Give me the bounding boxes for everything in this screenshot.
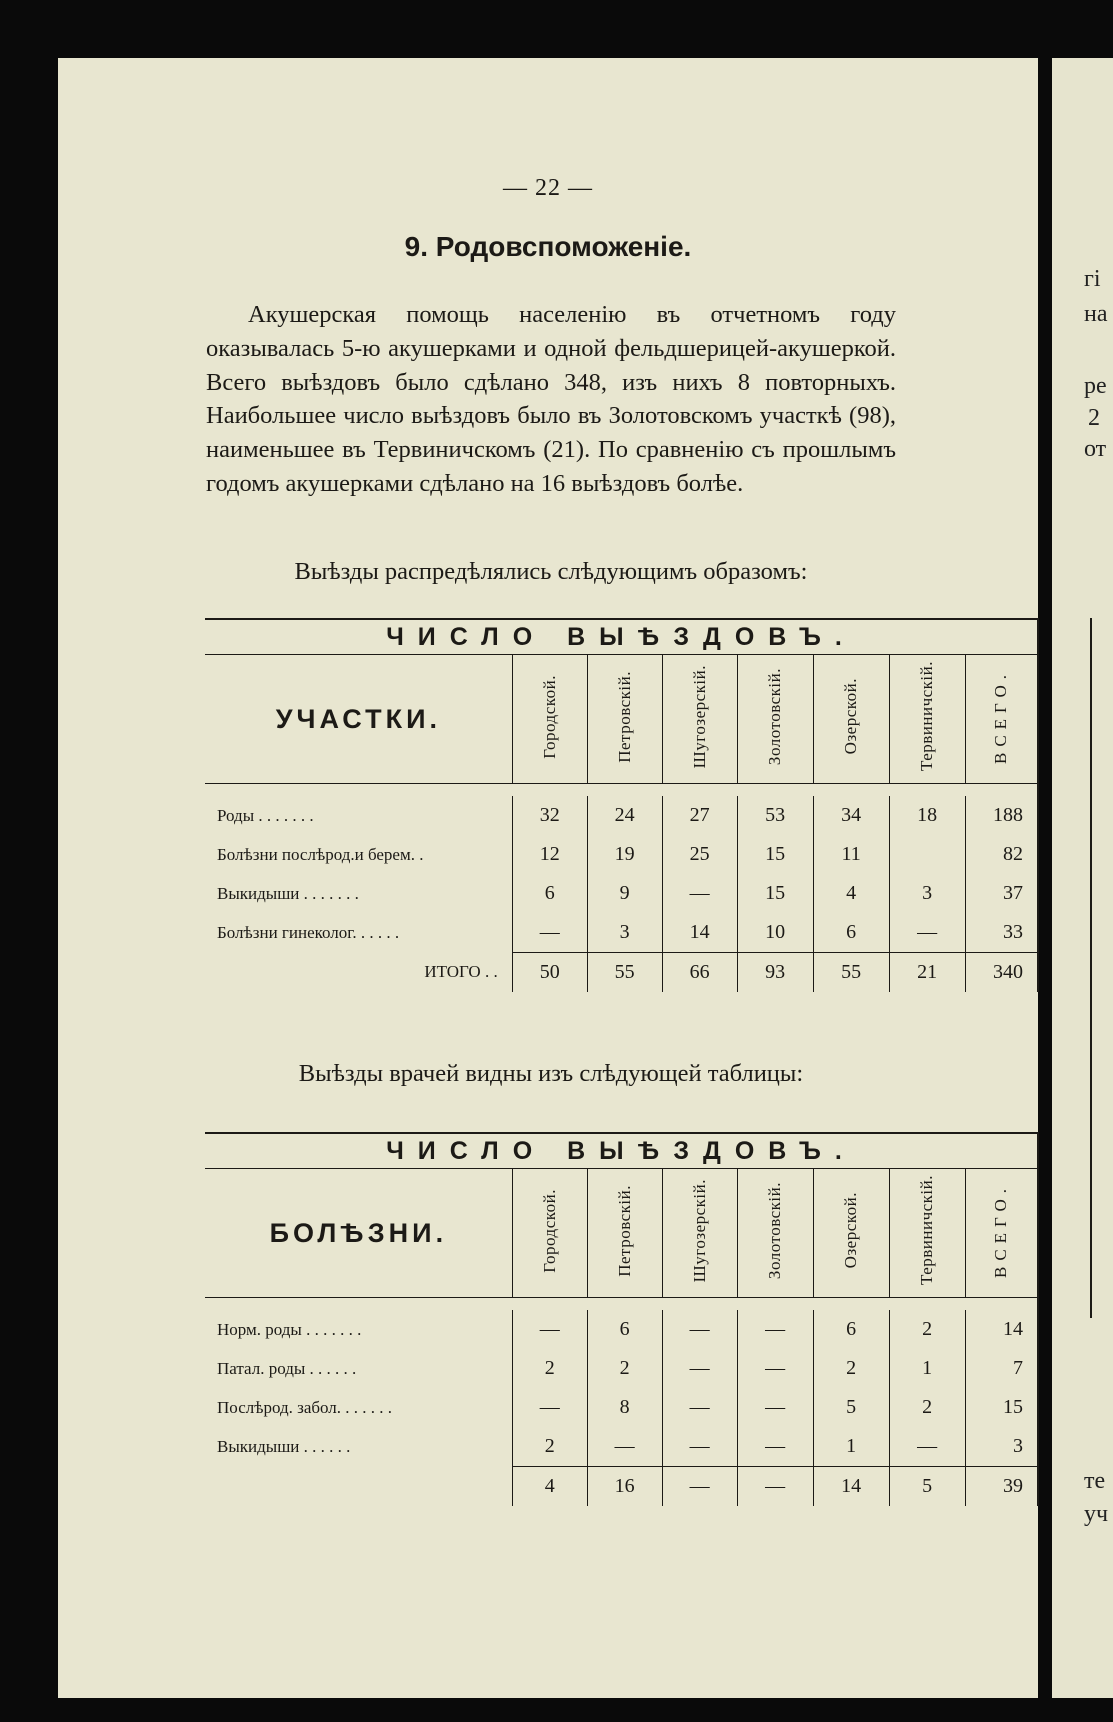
cell: — bbox=[889, 913, 965, 953]
cell: — bbox=[512, 913, 587, 953]
cell: 11 bbox=[813, 835, 889, 874]
cell: 5 bbox=[813, 1388, 889, 1427]
row-label: Патал. роды . . . . . . bbox=[217, 1358, 357, 1378]
cell: 6 bbox=[512, 874, 587, 913]
cell-total: 37 bbox=[965, 874, 1038, 913]
cell: — bbox=[662, 1467, 737, 1507]
cell: 8 bbox=[587, 1388, 662, 1427]
cell: 6 bbox=[813, 913, 889, 953]
cell: 34 bbox=[813, 796, 889, 835]
cell: 10 bbox=[737, 913, 813, 953]
cell: — bbox=[662, 874, 737, 913]
table1-intro: Выѣзды распредѣлялись слѣдующимъ образомъ: bbox=[294, 558, 808, 585]
table-row bbox=[205, 1388, 1038, 1427]
cell: — bbox=[662, 1388, 737, 1427]
cell: 2 bbox=[813, 1349, 889, 1388]
cell: 27 bbox=[662, 796, 737, 835]
adjacent-page-fragment: на bbox=[1084, 301, 1108, 327]
adjacent-table-rule bbox=[1090, 618, 1092, 1318]
cell: 25 bbox=[662, 835, 737, 874]
table-doctor-visits bbox=[205, 1132, 1039, 1506]
cell: 19 bbox=[587, 835, 662, 874]
cell-total: 7 bbox=[965, 1349, 1038, 1388]
table1-col-header: Тервиничскій. bbox=[889, 655, 965, 784]
cell: 6 bbox=[813, 1310, 889, 1349]
table2-intro: Выѣзды врачей видны изъ слѣдующей таблицы: bbox=[298, 1060, 804, 1087]
cell: 24 bbox=[587, 796, 662, 835]
cell: — bbox=[662, 1349, 737, 1388]
cell: 2 bbox=[889, 1310, 965, 1349]
adjacent-page-fragment: те bbox=[1084, 1468, 1106, 1494]
cell: 93 bbox=[737, 953, 813, 993]
adjacent-page-fragment: гі bbox=[1084, 266, 1101, 292]
table1-col-header: Городской. bbox=[512, 655, 587, 784]
cell: — bbox=[662, 1427, 737, 1467]
cell: 1 bbox=[813, 1427, 889, 1467]
table-row-total bbox=[205, 953, 1038, 993]
cell: 3 bbox=[587, 913, 662, 953]
row-label: Норм. роды . . . . . . . bbox=[217, 1319, 362, 1339]
row-label bbox=[205, 1467, 512, 1507]
cell: 15 bbox=[737, 835, 813, 874]
table-row bbox=[205, 1310, 1038, 1349]
cell: 50 bbox=[512, 953, 587, 993]
table-row bbox=[205, 1427, 1038, 1467]
cell: 9 bbox=[587, 874, 662, 913]
cell: 18 bbox=[889, 796, 965, 835]
cell: 14 bbox=[662, 913, 737, 953]
body-paragraph: Акушерская помощь населенію въ отчетномъ году оказывалась 5-ю акушерками и одной фельдшерицей-акушеркой. Всего выѣздовъ было сдѣлано 348, изъ нихъ 8 повторныхъ. Наибольшее число выѣздовъ было въ Золотовскомъ участкѣ (98), наименьшее въ Тервиничскомъ (21). По сравненію съ прошлымъ годомъ акушерками сдѣлано на 16 выѣздовъ болѣе. bbox=[206, 301, 896, 497]
table2-title: ЧИСЛО ВЫѢЗДОВЪ. bbox=[205, 1133, 1038, 1169]
table2-col-header: Петровскій. bbox=[587, 1169, 662, 1298]
table-row-total bbox=[205, 1467, 1038, 1507]
cell: 2 bbox=[587, 1349, 662, 1388]
cell: 66 bbox=[662, 953, 737, 993]
cell: 53 bbox=[737, 796, 813, 835]
table1-col-header-total: ВСЕГО. bbox=[965, 655, 1038, 784]
cell-total: 14 bbox=[965, 1310, 1038, 1349]
row-label: Болѣзни гинеколог. . . . . . bbox=[217, 922, 400, 942]
table1-title: ЧИСЛО ВЫѢЗДОВЪ. bbox=[205, 619, 1038, 655]
cell: 3 bbox=[889, 874, 965, 913]
cell: — bbox=[512, 1388, 587, 1427]
row-label: ИТОГО . . bbox=[424, 962, 498, 982]
row-label: Выкидыши . . . . . . . bbox=[217, 883, 359, 903]
table-row bbox=[205, 796, 1038, 835]
book-page bbox=[58, 58, 1038, 1698]
cell-total: 15 bbox=[965, 1388, 1038, 1427]
table-row bbox=[205, 913, 1038, 953]
table-row bbox=[205, 1349, 1038, 1388]
table1-col-header: Шугозерскій. bbox=[662, 655, 737, 784]
cell: 6 bbox=[587, 1310, 662, 1349]
row-label: Роды . . . . . . . bbox=[217, 805, 314, 825]
adjacent-page-fragment: уч bbox=[1084, 1501, 1109, 1527]
cell-total: 340 bbox=[965, 953, 1038, 993]
cell: — bbox=[737, 1349, 813, 1388]
cell: 2 bbox=[512, 1427, 587, 1467]
table2-col-header: Шугозерскій. bbox=[662, 1169, 737, 1298]
cell: — bbox=[737, 1427, 813, 1467]
adjacent-page-fragment: 2 bbox=[1088, 405, 1100, 431]
row-label: Болѣзни послѣрод.и берем. . bbox=[217, 844, 424, 864]
adjacent-page-fragment: от bbox=[1084, 436, 1107, 462]
table1-col-header: Золотовскій. bbox=[737, 655, 813, 784]
table1-col-header: Петровскій. bbox=[587, 655, 662, 784]
row-label: Послѣрод. забол. . . . . . . bbox=[217, 1397, 393, 1417]
table2-col-header-total: ВСЕГО. bbox=[965, 1169, 1038, 1298]
cell: 15 bbox=[737, 874, 813, 913]
cell: — bbox=[737, 1310, 813, 1349]
cell: — bbox=[512, 1310, 587, 1349]
cell-total: 39 bbox=[965, 1467, 1038, 1507]
table2-col-header: Городской. bbox=[512, 1169, 587, 1298]
page-number: — 22 — bbox=[503, 175, 593, 201]
cell: 5 bbox=[889, 1467, 965, 1507]
cell: 55 bbox=[587, 953, 662, 993]
cell: 4 bbox=[512, 1467, 587, 1507]
table-row bbox=[205, 835, 1038, 874]
adjacent-page bbox=[1052, 58, 1113, 1698]
cell: — bbox=[587, 1427, 662, 1467]
table-midwife-visits bbox=[205, 618, 1039, 992]
cell: 12 bbox=[512, 835, 587, 874]
cell: — bbox=[737, 1467, 813, 1507]
row-label: Выкидыши . . . . . . bbox=[217, 1436, 351, 1456]
cell: 21 bbox=[889, 953, 965, 993]
table2-col-header: Тервиничскій. bbox=[889, 1169, 965, 1298]
table2-col-header: Озерской. bbox=[813, 1169, 889, 1298]
cell: 1 bbox=[889, 1349, 965, 1388]
cell: 2 bbox=[512, 1349, 587, 1388]
cell-total: 82 bbox=[965, 835, 1038, 874]
cell: 55 bbox=[813, 953, 889, 993]
cell-total: 33 bbox=[965, 913, 1038, 953]
cell: 4 bbox=[813, 874, 889, 913]
section-heading: 9. Родовспоможеніе. bbox=[404, 231, 692, 262]
cell bbox=[889, 835, 965, 874]
table1-stub-header: УЧАСТКИ. bbox=[205, 655, 512, 784]
table2-col-header: Золотовскій. bbox=[737, 1169, 813, 1298]
cell-total: 188 bbox=[965, 796, 1038, 835]
cell: 32 bbox=[512, 796, 587, 835]
cell: — bbox=[737, 1388, 813, 1427]
table2-stub-header: БОЛѢЗНИ. bbox=[205, 1169, 512, 1298]
table-row bbox=[205, 874, 1038, 913]
table1-col-header: Озерской. bbox=[813, 655, 889, 784]
cell: — bbox=[889, 1427, 965, 1467]
cell: — bbox=[662, 1310, 737, 1349]
adjacent-page-fragment: ре bbox=[1084, 373, 1107, 399]
cell-total: 3 bbox=[965, 1427, 1038, 1467]
cell: 14 bbox=[813, 1467, 889, 1507]
cell: 16 bbox=[587, 1467, 662, 1507]
cell: 2 bbox=[889, 1388, 965, 1427]
